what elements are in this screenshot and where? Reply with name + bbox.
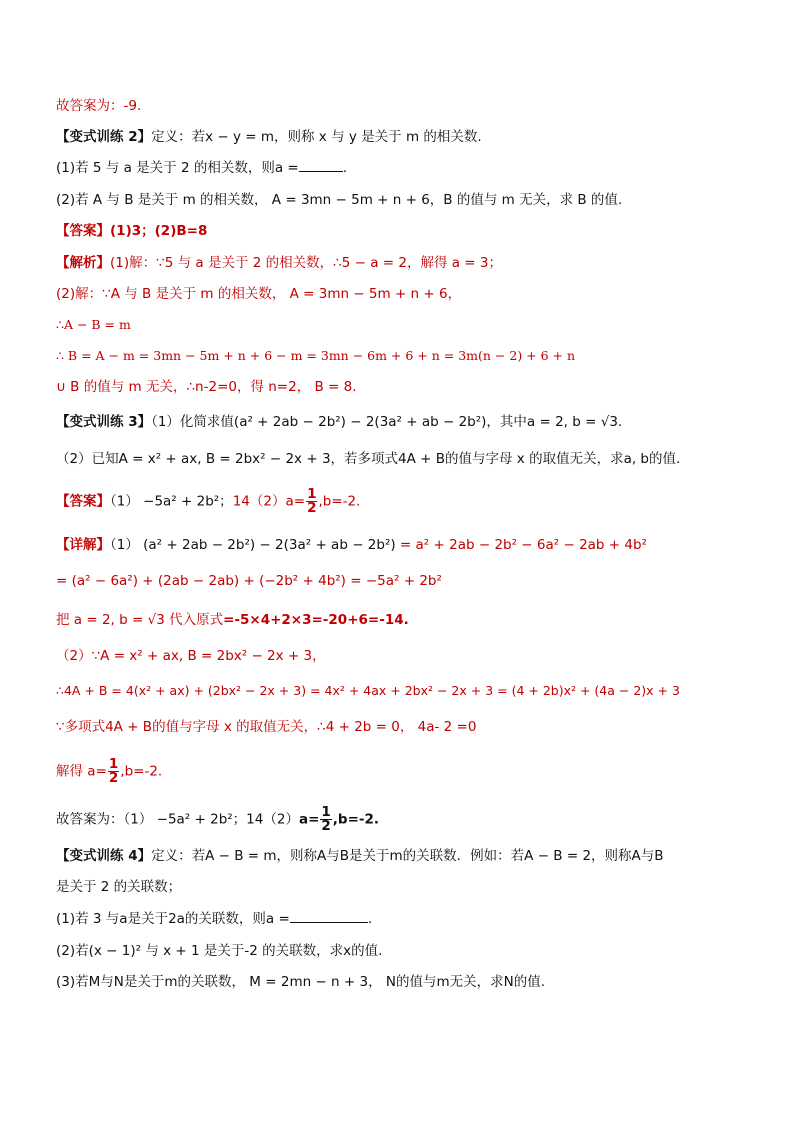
exercise-4-q3-text: (3)若M与N是关于m的关联数， M = 2mn − n + 3， N的值与m无关，求N的值. [56,974,546,990]
fraction-one-half [108,758,119,785]
exercise-2-analysis-1 [56,253,502,273]
answer-prefix: 故答案为： [56,98,124,114]
exercise-3-detail-2 [56,571,442,591]
exercise-4-text: 定义：若A − B = m，则称A与B是关于m的关联数．例如：若A − B = 2，则称A与B [151,848,664,864]
final-part3: ,b=-2. [332,811,380,828]
exercise-3-detail-3 [56,610,409,630]
answer-3-part1: （1） −5a² + 2b²； [110,493,233,510]
detail-6-text: ∵多项式4A + B的值与字母 x 的取值无关，∴4 + 2b = 0， 4a‐ 2 =0 [56,719,477,735]
exercise-2-step-2 [56,346,575,366]
detail-3-part1: 把 a = 2, b = √3 代入原式 [56,612,224,628]
detail-7-part1: 解得 a= [56,763,107,780]
exercise-2-analysis-2 [56,284,461,304]
exercise-2-question-2 [56,190,622,210]
exercise-2-question-1 [56,158,347,178]
exercise-4-definition-cont [56,877,181,897]
fraction-numerator: 1 [321,804,331,820]
answer-3-part4: ,b=-2. [318,493,361,510]
detail-part1: （1） (a² + 2ab − 2b²) − 2(3a² + ab − 2b²) [110,537,396,553]
exercise-2-text: 定义：若x − y = m，则称 x 与 y 是关于 m 的相关数. [151,129,482,145]
detail-3-part2: =-5×4+2×3=-20+6=-14. [223,612,409,628]
detail-part2: = a² + 2ab − 2b² − 6a² − 2ab + 4b² [395,537,647,553]
exercise-3-q2-text: （2）已知A = x² + ax, B = 2bx² − 2x + 3，若多项式4A + B的值与字母 x 的取值无关，求a, b的值. [56,451,681,467]
analysis-text: (1)解：∵5 与 a 是关于 2 的相关数，∴5 − a = 2，解得 a = 3； [110,255,502,271]
fraction-numerator: 1 [307,486,317,502]
exercise-4-q1-end: . [367,911,373,927]
fraction-one-half [306,488,317,515]
exercise-3-answer [56,488,360,515]
exercise-3-final-answer [56,806,379,833]
exercise-4-question-2 [56,941,382,961]
answer-3-tag: 【答案】 [56,493,110,510]
exercise-4-question-1 [56,909,372,929]
answer-3-part2: 14（2） [232,493,286,510]
exercise-4-q1-text: (1)若 3 与a是关于2a的关联数，则a = [56,911,290,927]
detail-7-part2: ,b=-2. [120,763,163,780]
detail-5-text: ∴4A + B = 4(x² + ax) + (2bx² − 2x + 3) = 4x² + 4ax + 2bx² − 2x + 3 = (4 + 2b)x² + (4a − 2)x + 3 [56,683,680,698]
answer-text: (1)3；(2)B=8 [110,223,208,239]
exercise-2-tag: 【变式训练 2】 [56,129,152,145]
question-1-end: . [342,160,347,176]
analysis-2-text: (2)解：∵A 与 B 是关于 m 的相关数， A = 3mn − 5m + n + 6， [56,286,462,302]
answer-line-1 [56,96,141,116]
answer-blank [290,922,368,923]
fraction-numerator: 1 [108,756,119,772]
exercise-3-text: （1）化简求值(a² + 2ab − 2b²) − 2(3a² + ab − 2b²)，其中a = 2, b = √3. [151,414,623,430]
fraction-one-half [320,806,331,833]
step-1-text: ∴A − B = m [56,317,131,332]
exercise-4-text-cont: 是关于 2 的关联数； [56,879,182,895]
exercise-3-question-1 [56,412,622,432]
analysis-tag: 【解析】 [56,255,110,271]
exercise-3-detail-5 [56,681,680,701]
exercise-4-question-3 [56,972,545,992]
exercise-2-step-3 [56,377,357,397]
detail-2-text: = (a² − 6a²) + (2ab − 2ab) + (−2b² + 4b²) = −5a² + 2b² [56,573,442,589]
exercise-2-step-1 [56,315,131,335]
detail-4-text: （2）∵A = x² + ax, B = 2bx² − 2x + 3， [56,648,326,664]
detail-tag: 【详解】 [56,537,110,553]
final-part2: a= [298,811,320,828]
final-part1: 故答案为：（1） −5a² + 2b²；14（2） [56,811,299,828]
answer-value: -9. [123,98,142,114]
exercise-4-tag: 【变式训练 4】 [56,848,152,864]
exercise-3-tag: 【变式训练 3】 [56,414,152,430]
step-3-text: ∪ B 的值与 m 无关，∴n-2=0，得 n=2， B = 8. [56,379,357,395]
answer-blank [299,171,343,172]
exercise-3-detail-4 [56,646,326,666]
exercise-2-answer [56,221,207,241]
question-2-text: (2)若 A 与 B 是关于 m 的相关数， A = 3mn − 5m + n + 6，B 的值与 m 无关，求 B 的值. [56,192,623,208]
step-2-text: ∴ B = A − m = 3mn − 5m + n + 6 − m = 3mn − 6m + 6 + n = 3m(n − 2) + 6 + n [56,348,576,363]
answer-tag: 【答案】 [56,223,110,239]
fraction-denominator: 2 [108,770,119,786]
exercise-3-detail-7 [56,758,162,785]
exercise-4-q2-text: (2)若(x − 1)² 与 x + 1 是关于-2 的关联数，求x的值. [56,943,383,959]
fraction-denominator: 2 [307,500,317,516]
exercise-4-definition [56,846,664,866]
fraction-denominator: 2 [321,818,331,834]
question-1-text: (1)若 5 与 a 是关于 2 的相关数，则a = [56,160,299,176]
exercise-3-detail-6 [56,717,476,737]
exercise-3-detail-1 [56,535,647,555]
exercise-3-question-2 [56,449,680,469]
exercise-2-definition [56,127,482,147]
answer-3-part3: a= [285,493,306,510]
